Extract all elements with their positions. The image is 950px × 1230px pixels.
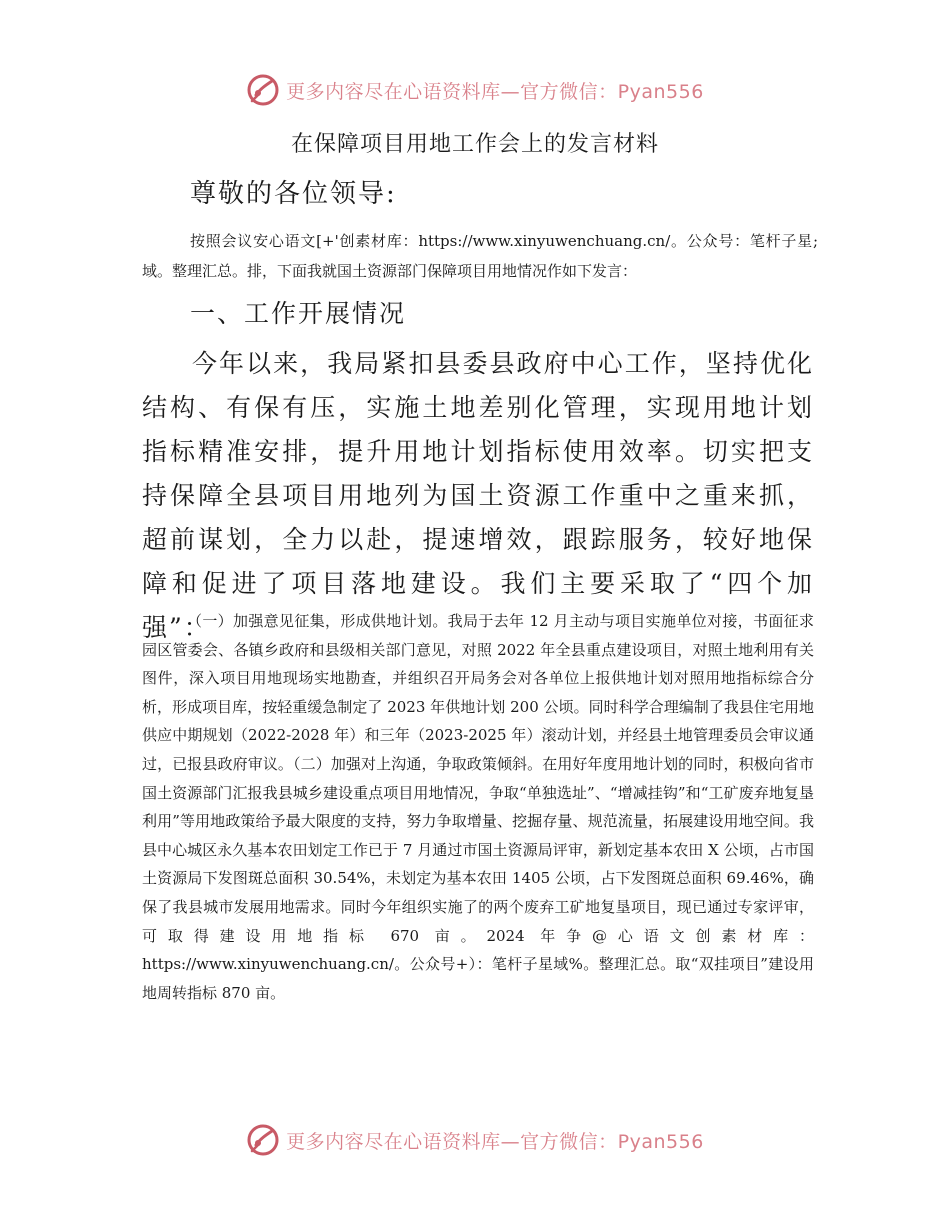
banner-text: 更多内容尽在心语资料库—官方微信：Pyan556 [286,1130,704,1153]
logo-icon [246,73,280,107]
section-paragraph: 今年以来，我局紧扣县委县政府中心工作，坚持优化结构、有保有压，实施土地差别化管理，实现用地计划指标精准安排，提升用地计划指标使用效率。切实把支持保障全县项目用地列为国土资源工作重中之重来抓，超前谋划，全力以赴，提速增效，跟踪服务，较好地保障和促进了项目落地建设。我们主要采取了“四个加强”： [142,349,814,642]
section-heading: 一、工作开展情况 [190,299,407,328]
salutation: 尊敬的各位领导: [190,179,397,209]
logo-icon [246,1123,280,1157]
body-paragraph: （一）加强意见征集，形成供地计划。我局于去年 12 月主动与项目实施单位对接，书面征求园区管委会、各镇乡政府和县级相关部门意见，对照 2022 年全县重点建设项目，对照土地利用有关图件，深入项目用地现场实地勘查，并组织召开局务会对各单位上报供地计划对照用地指标综合分析，形成项目库，按轻重缓急制定了 2023 年供地计划 200 公顷。同时科学合理编制了我县住宅用地供应中期规划（2022-2028 年）和三年（2023-2025 年）滚动计划，并经县土地管理委员会审议通过，已报县政府审议。（二）加强对上沟通，争取政策倾斜。在用好年度用地计划的同时，积极向省市国土资源部门汇报我县城乡建设重点项目用地情况，争取“单独选址”、“增减挂钩”和“工矿废弃地复垦利用”等用地政策给予最大限度的支持，努力争取增量、挖掘存量、规范流量，拓展建设用地空间。我县中心城区永久基本农田划定工作已于 7 月通过市国土资源局评审，新划定基本农田 X 公顷，占市国土资源局下发图斑总面积 30.54%，未划定为基本农田 1405 公顷，占下发图斑总面积 69.46%，确保了我县城市发展用地需求。同时今年组织实施了的两个废弃工矿地复垦项目，现已通过专家评审，可取得建设用地指标 670 亩。2024 年争@心语文创素材库：https://www.xinyuwenchuang.cn/。公众号+）：笔杆子星域%。整理汇总。取“双挂项目”建设用地周转指标 870 亩。 [142,612,814,1002]
intro-paragraph: 按照会议安心语文[+'创素材库：https://www.xinyuwenchuang.cn/。公众号：笔杆子星;域。整理汇总。排，下面我就国土资源部门保障项目用地情况作如下发言： [142,232,818,280]
document-title: 在保障项目用地工作会上的发言材料 [290,132,659,157]
header-banner [0,70,950,110]
banner-text: 更多内容尽在心语资料库—官方微信：Pyan556 [286,80,704,103]
footer-banner [0,1120,950,1160]
